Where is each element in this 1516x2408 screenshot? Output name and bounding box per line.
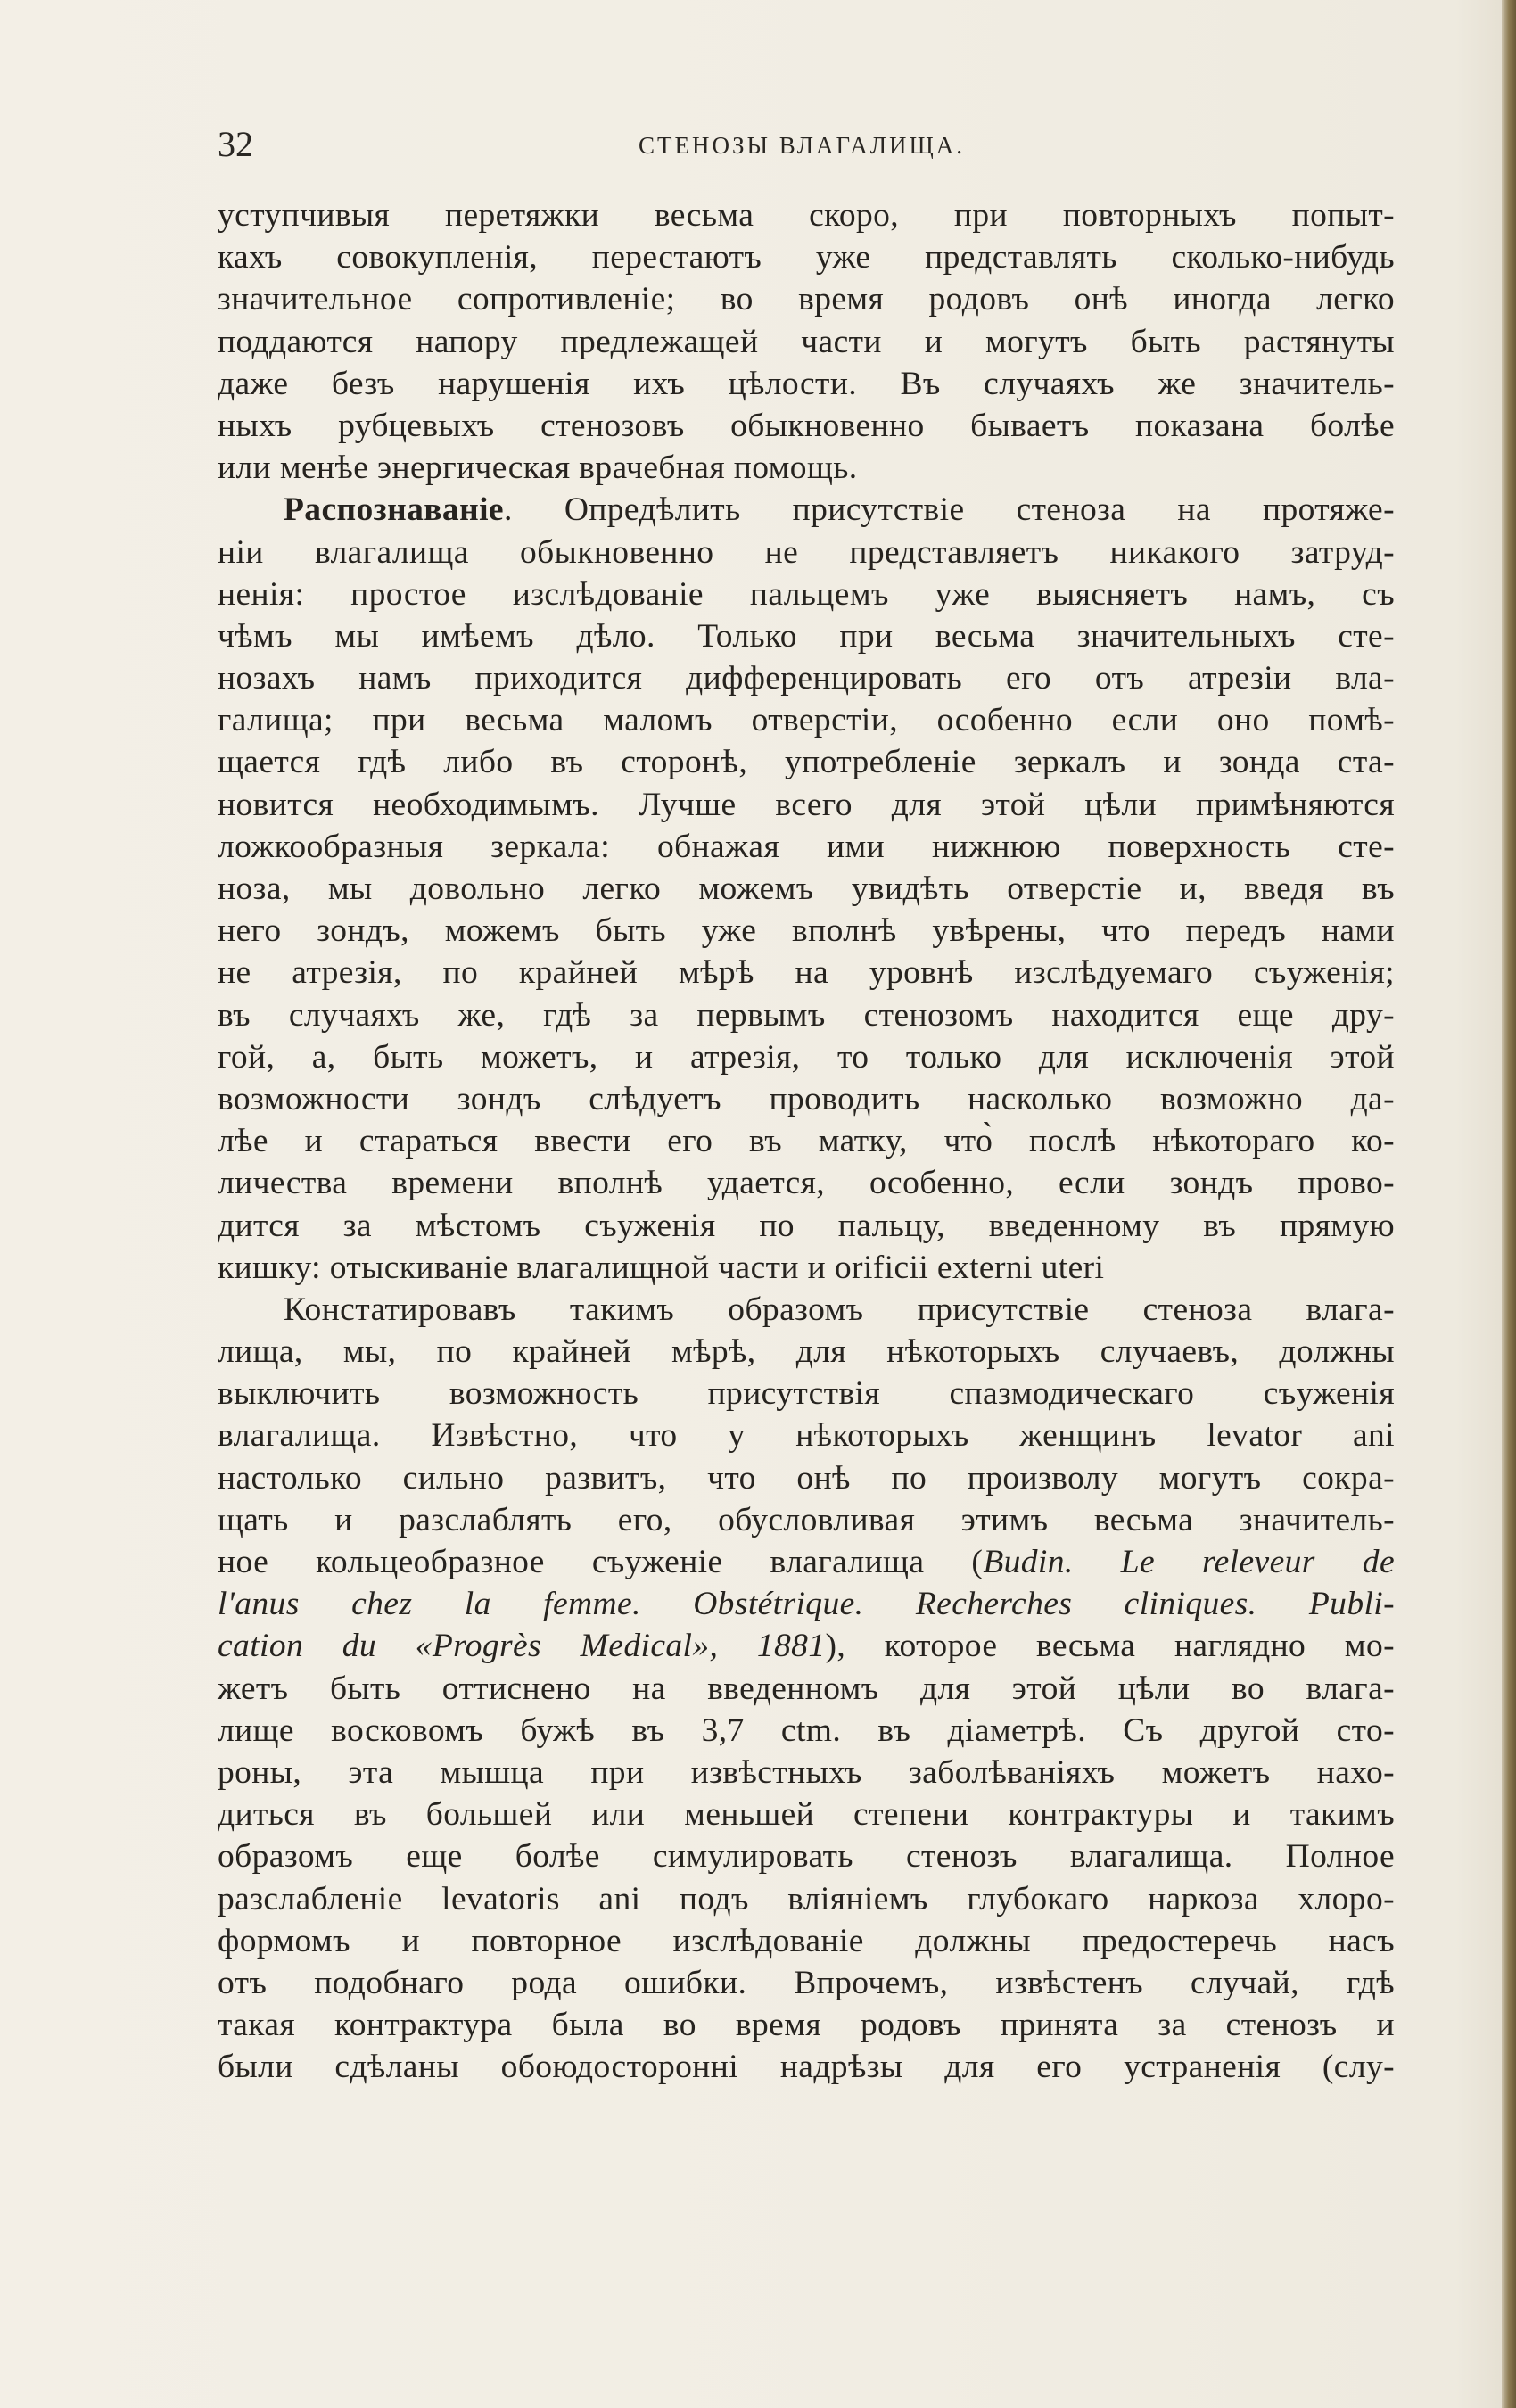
text-line: настолько сильно развитъ, что онѣ по произволу могутъ сокра- [218,1459,1395,1497]
text-line: лища, мы, по крайней мѣрѣ, для нѣкоторыхъ случаевъ, должны [218,1333,1395,1371]
text-line: поддаются напору предлежащей части и могутъ быть растянуты [218,323,1395,360]
text-line: не атрезія, по крайней мѣрѣ на уровнѣ изслѣдуемаго съуженія; [218,954,1395,992]
body-text [218,194,1395,2088]
text-line: значительное сопротивленіе; во время родовъ онѣ иногда легко [218,281,1395,318]
text-line: образомъ еще болѣе симулировать стенозъ влагалища. Полное [218,1838,1395,1876]
page-edge-shadow [1502,0,1516,2408]
text-line: выключить возможность присутствія спазмодическаго съуженія [218,1375,1395,1413]
text-line: жетъ быть оттиснено на введенномъ для этой цѣли во влага- [218,1670,1395,1707]
text-line: кахъ совокупленія, перестаютъ уже представлять сколько-нибудь [218,239,1395,276]
text-line: новится необходимымъ. Лучше всего для этой цѣли примѣняются [218,786,1395,823]
citation-italic-line: l'anus chez la femme. Obstétrique. Recherches cliniques. Publi- [218,1586,1395,1623]
text-line: были сдѣланы обоюдосторонні надрѣзы для его устраненія (слу- [218,2049,1395,2086]
citation-line [218,1541,1395,1583]
text-line: галища; при весьма маломъ отверстіи, особенно если оно помѣ- [218,702,1395,739]
text-line: щать и разслаблять его, обусловливая этимъ весьма значитель- [218,1501,1395,1538]
text-line: кишку: отыскиваніе влагалищной части и orificii externi uteri [218,1249,1105,1286]
text-line: отъ подобнаго рода ошибки. Впрочемъ, извѣстенъ случай, гдѣ [218,1964,1395,2001]
text-line: ноза, мы довольно легко можемъ увидѣть отверстіе и, введя въ [218,870,1395,907]
citation-italic: cation du «Progrès Medical», 1881 [218,1628,826,1665]
page-header [218,118,1386,171]
text-line: такая контрактура была во время родовъ принята за стенозъ и [218,2007,1395,2044]
text-line: лѣе и стараться ввести его въ матку, что̀ послѣ нѣкотораго ко- [218,1123,1395,1160]
text-line: диться въ большей или меньшей степени контрактуры и такимъ [218,1796,1395,1834]
section-heading-inline: Распознаваніе [284,491,504,529]
page-number: 32 [218,124,253,164]
text-line: гой, а, быть можетъ, и атрезія, то только для исключенія этой [218,1038,1395,1076]
text-line: возможности зондъ слѣдуетъ проводить насколько возможно да- [218,1080,1395,1117]
text-line: ложкообразныя зеркала: обнажая ими нижнюю поверхность сте- [218,828,1395,865]
running-title: СТЕНОЗЫ ВЛАГАЛИЩА. [638,132,966,159]
text-line: него зондъ, можемъ быть уже вполнѣ увѣрены, что передъ нами [218,912,1395,950]
text-line: личества времени вполнѣ удается, особенно, если зондъ прово- [218,1165,1395,1202]
text-line: лище восковомъ бужѣ въ 3,7 ctm. въ діаметрѣ. Съ другой сто- [218,1711,1395,1749]
text-fragment: . Опредѣлить присутствіе стеноза на протяже- [503,491,1395,529]
text-line: формомъ и повторное изслѣдованіе должны предостеречь насъ [218,1922,1395,1959]
text-line: ненія: простое изслѣдованіе пальцемъ уже выясняетъ намъ, съ [218,575,1395,613]
text-line: щается гдѣ либо въ сторонѣ, употребленіе зеркалъ и зонда ста- [218,744,1395,781]
citation-italic: Budin. Le releveur de [983,1544,1395,1580]
text-line: или менѣе энергическая врачебная помощь. [218,449,858,487]
text-line: чѣмъ мы имѣемъ дѣло. Только при весьма значительныхъ сте- [218,617,1395,655]
citation-line [218,1625,1395,1667]
paragraph-first-line [218,489,1395,531]
text-line: уступчивыя перетяжки весьма скоро, при повторныхъ попыт- [218,197,1395,234]
text-line: ніи влагалища обыкновенно не представляетъ никакого затруд- [218,533,1395,571]
text-line: въ случаяхъ же, гдѣ за первымъ стенозомъ находится еще дру- [218,996,1395,1034]
text-line: роны, эта мышца при извѣстныхъ заболѣваніяхъ можетъ нахо- [218,1753,1395,1791]
text-line: разслабленіе levatoris ani подъ вліяніемъ глубокаго наркоза хлоро- [218,1880,1395,1917]
text-line: даже безъ нарушенія ихъ цѣлости. Въ случаяхъ же значитель- [218,365,1395,402]
text-line: влагалища. Извѣстно, что у нѣкоторыхъ женщинъ levator ani [218,1417,1395,1455]
text-fragment: ное кольцеобразное съуженіе влагалища ( [218,1544,984,1580]
text-line: нозахъ намъ приходится дифференцировать его отъ атрезіи вла- [218,660,1395,697]
text-line: дится за мѣстомъ съуженія по пальцу, введенному въ прямую [218,1207,1395,1244]
text-fragment: ), которое весьма наглядно мо- [825,1628,1395,1665]
paragraph-first-line: Констатировавъ такимъ образомъ присутствіе стеноза влага- [284,1291,1395,1328]
text-line: ныхъ рубцевыхъ стенозовъ обыкновенно бываетъ показана болѣе [218,407,1395,444]
